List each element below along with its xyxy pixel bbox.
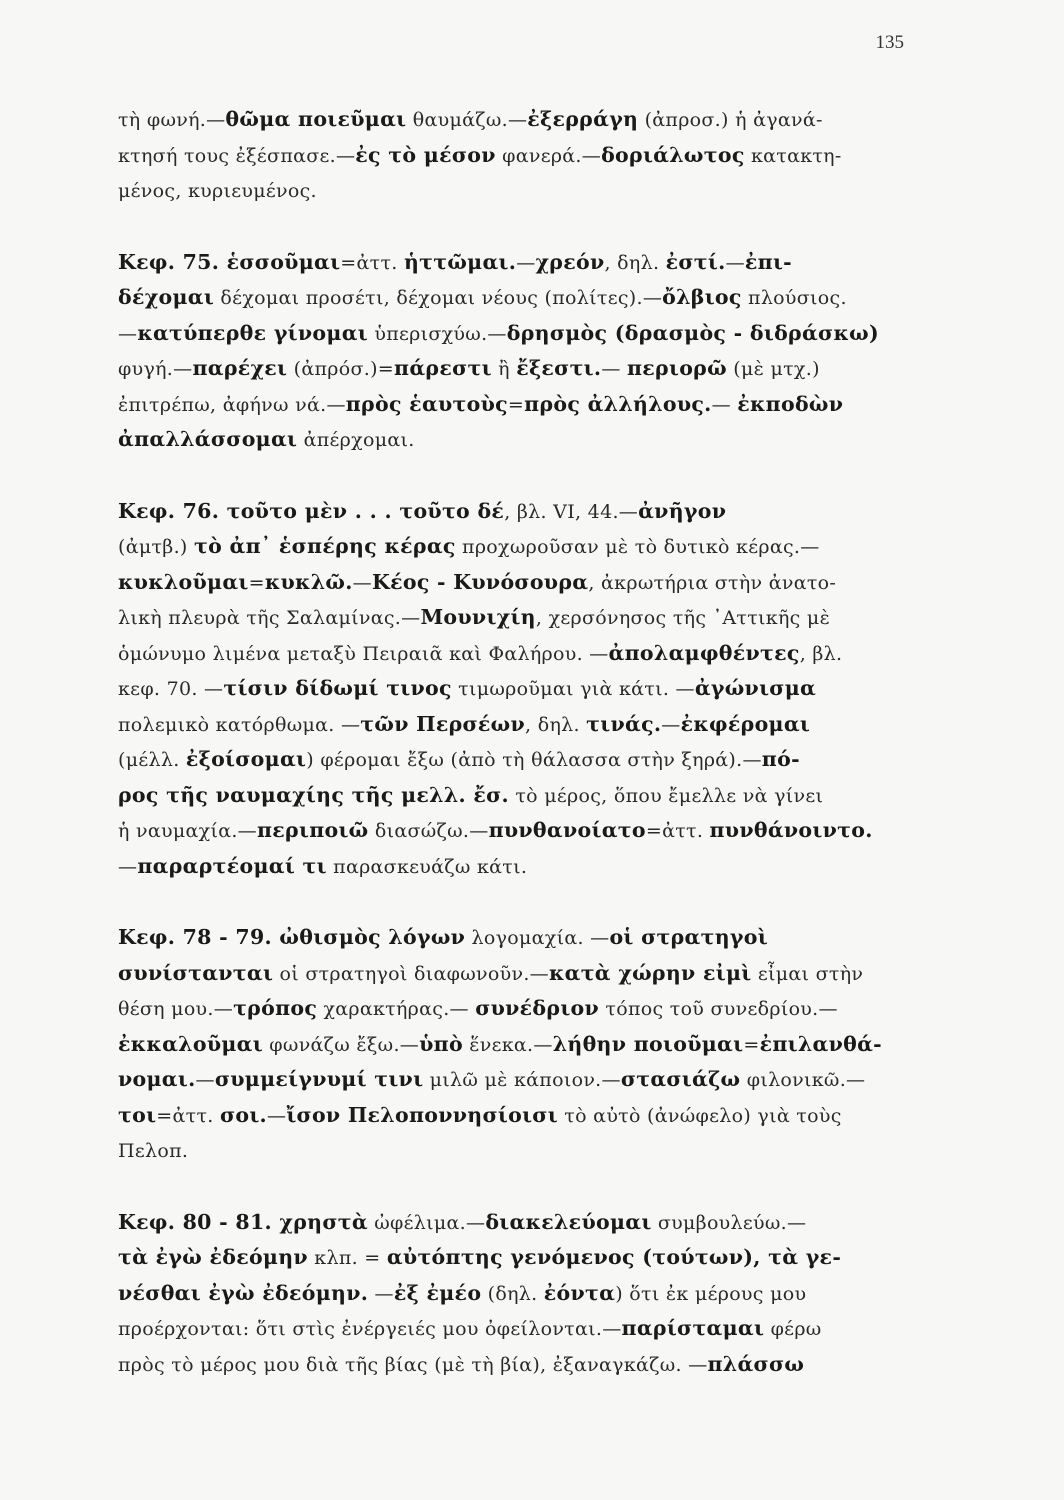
headword: παρίσταμαι [621, 1316, 765, 1340]
definition-text: (μέλλ. [118, 749, 186, 771]
definition-text: , δηλ. [525, 713, 587, 736]
glossary-paragraph [118, 245, 928, 458]
glossary-text [118, 102, 928, 1382]
headword: ἐπιλανθά- [759, 1031, 882, 1056]
headword: συμμείγνυμί τινι [214, 1067, 424, 1091]
definition-text: δέχομαι προσέτι, δέχομαι νέους (πολίτες).— [214, 287, 663, 309]
text-line [118, 102, 928, 138]
definition-text: κατακτη- [744, 144, 842, 167]
definition-text: (ἀπροσ.) ἡ ἀγανά- [638, 109, 823, 131]
definition-text: , δηλ. [604, 251, 666, 274]
definition-text: τόπος τοῦ συνεδρίου.— [599, 998, 838, 1020]
definition-text: — [711, 393, 738, 416]
definition-text: λικὴ πλευρὰ τῆς Σαλαμίνας.— [118, 607, 421, 629]
definition-text: = [743, 1033, 760, 1056]
text-line [118, 991, 928, 1027]
headword: ρος τῆς ναυμαχίης τῆς μελλ. ἔσ. [118, 782, 509, 807]
headword: ὑπὸ [419, 1031, 463, 1056]
definition-text: (ἀμτβ.) [118, 536, 194, 558]
headword: ἐπι- [744, 249, 792, 274]
definition-text: τιμωροῦμαι γιὰ κάτι. — [451, 678, 695, 700]
headword: ἡττῶμαι. [403, 249, 517, 274]
text-line [118, 387, 928, 423]
text-line [118, 351, 928, 387]
definition-text: (δηλ. [481, 1282, 544, 1305]
definition-text: — [195, 1069, 215, 1091]
headword: κυκλῶ. [264, 569, 353, 594]
headword: ἐκποδὼν [737, 391, 844, 416]
headword: πό- [761, 747, 800, 771]
text-line [118, 1205, 928, 1241]
headword: κυκλοῦμαι [118, 569, 249, 594]
definition-text: = [248, 571, 265, 594]
definition-text: — [725, 251, 745, 274]
definition-text: , βλ. [799, 642, 843, 665]
headword: ἀγώνισμα [694, 676, 817, 700]
headword: νομαι. [118, 1067, 196, 1091]
text-line [118, 280, 928, 316]
headword: ἐκκαλοῦμαι [118, 1031, 263, 1056]
headword: πυνθάνοιντο. [709, 818, 873, 842]
definition-text: — [118, 855, 138, 878]
headword: λήθην ποιοῦμαι [552, 1031, 744, 1056]
text-line [118, 1062, 928, 1098]
headword: τινάς. [586, 711, 662, 736]
headword: Κεφ. 75. ἑσσοῦμαι [118, 249, 341, 274]
headword: ἐκφέρομαι [680, 711, 811, 736]
definition-text: ἢ [491, 358, 517, 380]
headword: τίσιν δίδωμί τινος [223, 676, 452, 700]
glossary-paragraph [118, 1205, 928, 1383]
headword: ἀπαλλάσσομαι [118, 427, 298, 451]
headword: πρὸς ἀλλήλους. [524, 391, 712, 416]
headword: ἐξ ἐμέο [393, 1280, 482, 1305]
headword: δέχομαι [118, 285, 215, 309]
headword: δοριάλωτος [601, 142, 745, 167]
text-line [118, 1027, 928, 1063]
definition-text: — [368, 1282, 394, 1305]
headword: πλάσσω [707, 1351, 805, 1376]
headword: δρησμὸς (δρασμὸς - διδράσκω) [506, 320, 879, 345]
definition-text: ὁμώνυμο λιμένα μεταξὺ Πειραιᾶ καὶ Φαλήρου. — [118, 642, 609, 665]
definition-text: θαυμάζω.— [406, 109, 528, 131]
definition-text: εἶμαι στὴν [751, 962, 864, 985]
definition-text: μιλῶ μὲ κάποιον.— [423, 1069, 621, 1091]
page-number: 135 [875, 32, 904, 53]
definition-text: πλούσιος. [741, 287, 847, 309]
headword: παραρτέομαί τι [137, 853, 327, 878]
definition-text: κτησή τους ἐξέσπασε.— [118, 144, 356, 167]
definition-text: — [118, 322, 138, 345]
text-line [118, 1276, 928, 1312]
headword: ἀπολαμφθέντες [608, 640, 800, 665]
definition-text: (ἀπρόσ.)= [287, 358, 395, 380]
headword: νέσθαι ἐγὼ ἐδεόμην. [118, 1280, 369, 1305]
headword: τῶν Περσέων [360, 711, 526, 736]
text-line [118, 600, 928, 636]
headword: κατύπερθε γίνομαι [137, 320, 368, 345]
headword: ἀνῆγον [638, 498, 727, 523]
headword: παρέχει [192, 356, 288, 380]
definition-text: τὸ μέρος, ὅπου ἔμελλε νὰ γίνει [509, 784, 824, 807]
glossary-paragraph [118, 494, 928, 885]
definition-text: — [516, 251, 536, 274]
headword: Μουνιχίη [420, 605, 536, 629]
headword: ἐς τὸ μέσον [355, 142, 496, 167]
text-line [118, 565, 928, 601]
definition-text: κλπ. = [307, 1247, 387, 1269]
headword: ἐξοίσομαι [185, 747, 307, 771]
definition-text: συμβουλεύω.— [651, 1211, 807, 1234]
definition-text: = [507, 393, 525, 416]
headword: ἐστί. [665, 249, 726, 274]
text-line [118, 920, 928, 956]
definition-text: ) φέρομαι ἔξω (ἀπὸ τὴ θάλασσα στὴν ξηρά).— [306, 749, 762, 771]
headword: τρόπος [233, 996, 318, 1020]
definition-text: , ἀκρωτήρια στὴν ἀνατο- [588, 571, 837, 594]
text-line [118, 813, 928, 849]
headword: θῶμα ποιεῦμαι [225, 107, 407, 131]
headword: Κεφ. 78 - 79. ὠθισμὸς λόγων [118, 925, 466, 949]
headword: διακελεύομαι [485, 1209, 652, 1234]
definition-text: φανερά.— [495, 144, 602, 167]
headword: ἐόντα [543, 1280, 616, 1305]
definition-text: λογομαχία. — [465, 927, 610, 949]
definition-text: θέση μου.— [118, 998, 234, 1020]
headword: σοι. [219, 1102, 267, 1127]
definition-text: Πελοπ. [118, 1140, 189, 1162]
definition-text: χαρακτήρας.— [317, 998, 476, 1020]
text-line [118, 671, 928, 707]
headword: πρὸς ἑαυτοὺς [345, 391, 508, 416]
headword: Κέος - Κυνόσουρα [371, 569, 589, 594]
headword: συνέδριον [475, 996, 600, 1020]
headword: τὰ ἐγὼ ἐδεόμην [118, 1245, 308, 1269]
text-line [118, 1098, 928, 1134]
text-line [118, 529, 928, 565]
headword: χρεόν [535, 249, 605, 274]
text-line [118, 1240, 928, 1276]
definition-text: πρὸς τὸ μέρος μου διὰ τῆς βίας (μὲ τὴ βία), ἐξαναγκάζω. — [118, 1353, 708, 1376]
headword: πάρεστι [394, 356, 492, 380]
definition-text: παρασκευάζω κάτι. [326, 855, 528, 878]
text-line [118, 1133, 928, 1169]
definition-text: τὴ φωνή.— [118, 109, 226, 131]
definition-text: , βλ. VI, 44.— [504, 500, 639, 523]
text-line [118, 707, 928, 743]
text-line [118, 138, 928, 174]
text-line [118, 494, 928, 530]
text-line [118, 173, 928, 209]
headword: περιορῶ [626, 356, 727, 380]
text-line [118, 849, 928, 885]
definition-text: ὑπερισχύω.— [368, 322, 507, 345]
text-line [118, 778, 928, 814]
headword: κατὰ χώρην εἰμὶ [548, 960, 752, 985]
headword: οἱ στρατηγοὶ [609, 925, 768, 949]
headword: τὸ ἀπ᾿ ἑσπέρης κέρας [193, 534, 456, 558]
definition-text: φέρω [764, 1318, 822, 1340]
definition-text: ὠφέλιμα.— [367, 1211, 486, 1234]
definition-text: ἐπιτρέπω, ἀφήνω νά.— [118, 393, 346, 416]
text-line [118, 245, 928, 281]
text-line [118, 956, 928, 992]
definition-text: =ἀττ. [156, 1104, 220, 1127]
headword: ὄλβιος [662, 285, 742, 309]
definition-text: τὸ αὐτὸ (ἀνώφελο) γιὰ τοὺς [557, 1104, 842, 1127]
definition-text: οἱ στρατηγοὶ διαφωνοῦν.— [273, 962, 549, 985]
headword: περιποιῶ [256, 818, 369, 842]
definition-text: φιλονικῶ.— [740, 1069, 866, 1091]
definition-text: — [267, 1104, 287, 1127]
text-line [118, 422, 928, 458]
definition-text: φυγή.— [118, 358, 193, 380]
headword: στασιάζω [620, 1067, 741, 1091]
definition-text: διασώζω.— [368, 820, 489, 842]
definition-text: =ἀττ. [340, 251, 404, 274]
headword: τοι [118, 1102, 157, 1127]
text-line [118, 1347, 928, 1383]
definition-text: , χερσόνησος τῆς ᾿Αττικῆς μὲ [535, 607, 831, 629]
headword: πυνθανοίατο [488, 818, 646, 842]
glossary-paragraph [118, 920, 928, 1169]
definition-text: =ἀττ. [645, 820, 710, 842]
headword: ἔξεστι. [516, 356, 602, 380]
text-line [118, 1311, 928, 1347]
definition-text: ) ὅτι ἐκ μέρους μου [615, 1282, 807, 1305]
definition-text: ἀπέρχομαι. [297, 429, 415, 451]
definition-text: πολεμικὸ κατόρθωμα. — [118, 713, 361, 736]
headword: ἐξερράγη [527, 107, 639, 131]
definition-text: κεφ. 70. — [118, 678, 224, 700]
headword: Κεφ. 76. τοῦτο μὲν . . . τοῦτο δέ [118, 498, 505, 523]
definition-text: ἕνεκα.— [462, 1033, 553, 1056]
definition-text: προέρχονται: ὅτι στὶς ἐνέργειές μου ὀφείλονται.— [118, 1318, 622, 1340]
headword: συνίστανται [118, 960, 274, 985]
text-line [118, 636, 928, 672]
text-line [118, 742, 928, 778]
definition-text: προχωροῦσαν μὲ τὸ δυτικὸ κέρας.— [455, 536, 820, 558]
definition-text: ἡ ναυμαχία.— [118, 820, 257, 842]
definition-text: — [661, 713, 681, 736]
headword: ἴσον Πελοποννησίοισι [286, 1102, 558, 1127]
headword: Κεφ. 80 - 81. χρηστὰ [118, 1209, 368, 1234]
definition-text: (μὲ μτχ.) [726, 358, 820, 380]
headword: αὐτόπτης γενόμενος (τούτων), τὰ γε- [386, 1245, 842, 1269]
text-line [118, 316, 928, 352]
definition-text: — [352, 571, 372, 594]
definition-text: μένος, κυριευμένος. [118, 180, 317, 202]
definition-text: φωνάζω ἔξω.— [262, 1033, 420, 1056]
glossary-paragraph [118, 102, 928, 209]
definition-text: — [601, 358, 627, 380]
